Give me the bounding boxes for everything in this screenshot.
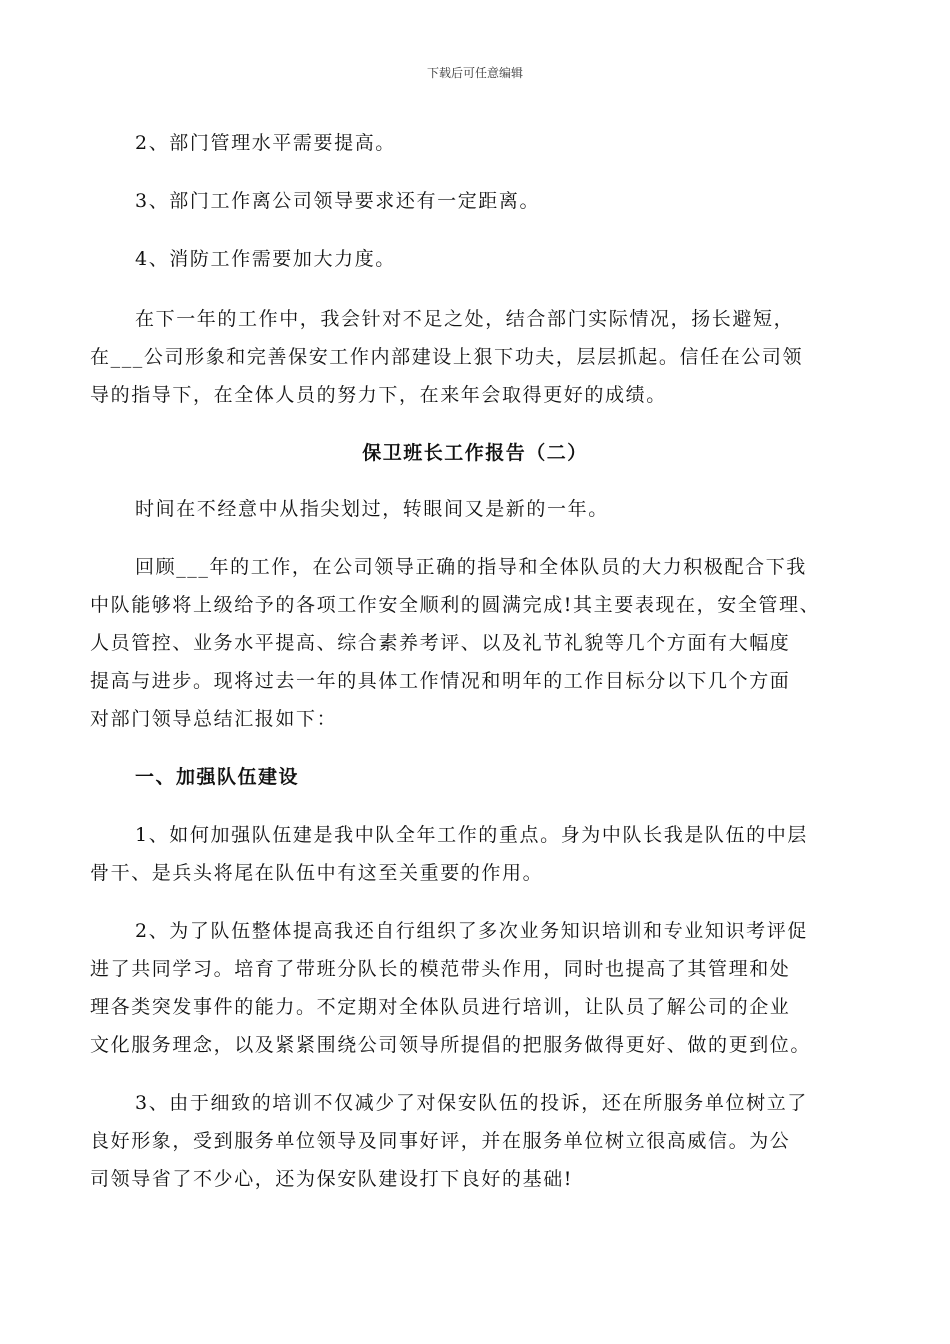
section-heading: 一、加强队伍建设 [135, 766, 300, 788]
paragraph-line: 理各类突发事件的能力。不定期对全体队员进行培训，让队员了解公司的企业 [90, 996, 791, 1018]
list-item: 2、部门管理水平需要提高。 [135, 132, 396, 154]
paragraph-line: 时间在不经意中从指尖划过，转眼间又是新的一年。 [135, 498, 609, 520]
paragraph-line: 司领导省了不少心，还为保安队建设打下良好的基础! [90, 1168, 574, 1190]
paragraph-line: 在下一年的工作中，我会针对不足之处，结合部门实际情况，扬长避短， [135, 308, 795, 330]
paragraph-line: 1、如何加强队伍建是我中队全年工作的重点。身为中队长我是队伍的中层 [135, 824, 808, 846]
paragraph-line: 对部门领导总结汇报如下： [90, 708, 338, 730]
page-header: 下载后可任意编辑 [426, 66, 523, 80]
paragraph-line: 中队能够将上级给予的各项工作安全顺利的圆满完成!其主要表现在，安全管理、 [90, 594, 821, 616]
paragraph-line: 人员管控、业务水平提高、综合素养考评、以及礼节礼貌等几个方面有大幅度 [90, 632, 791, 654]
list-item: 4、消防工作需要加大力度。 [135, 248, 396, 270]
paragraph-line: 提高与进步。现将过去一年的具体工作情况和明年的工作目标分以下几个方面 [90, 670, 791, 692]
paragraph-line: 文化服务理念，以及紧紧围绕公司领导所提倡的把服务做得更好、做的更到位。 [90, 1034, 812, 1056]
paragraph-line: 2、为了队伍整体提高我还自行组织了多次业务知识培训和专业知识考评促 [135, 920, 808, 942]
paragraph-line: 良好形象，受到服务单位领导及同事好评，并在服务单位树立很高威信。为公 [90, 1130, 791, 1152]
report-title: 保卫班长工作报告（二） [362, 442, 588, 464]
paragraph-line: 3、由于细致的培训不仅减少了对保安队伍的投诉，还在所服务单位树立了 [135, 1092, 808, 1114]
paragraph-line: 在___公司形象和完善保安工作内部建设上狠下功夫，层层抓起。信任在公司领 [90, 346, 804, 368]
paragraph-line: 骨干、是兵头将尾在队伍中有这至关重要的作用。 [90, 862, 544, 884]
list-item: 3、部门工作离公司领导要求还有一定距离。 [135, 190, 541, 212]
paragraph-line: 导的指导下，在全体人员的努力下，在来年会取得更好的成绩。 [90, 384, 667, 406]
paragraph-line: 进了共同学习。培育了带班分队长的模范带头作用，同时也提高了其管理和处 [90, 958, 791, 980]
paragraph-line: 回顾___年的工作，在公司领导正确的指导和全体队员的大力积极配合下我 [135, 556, 807, 578]
